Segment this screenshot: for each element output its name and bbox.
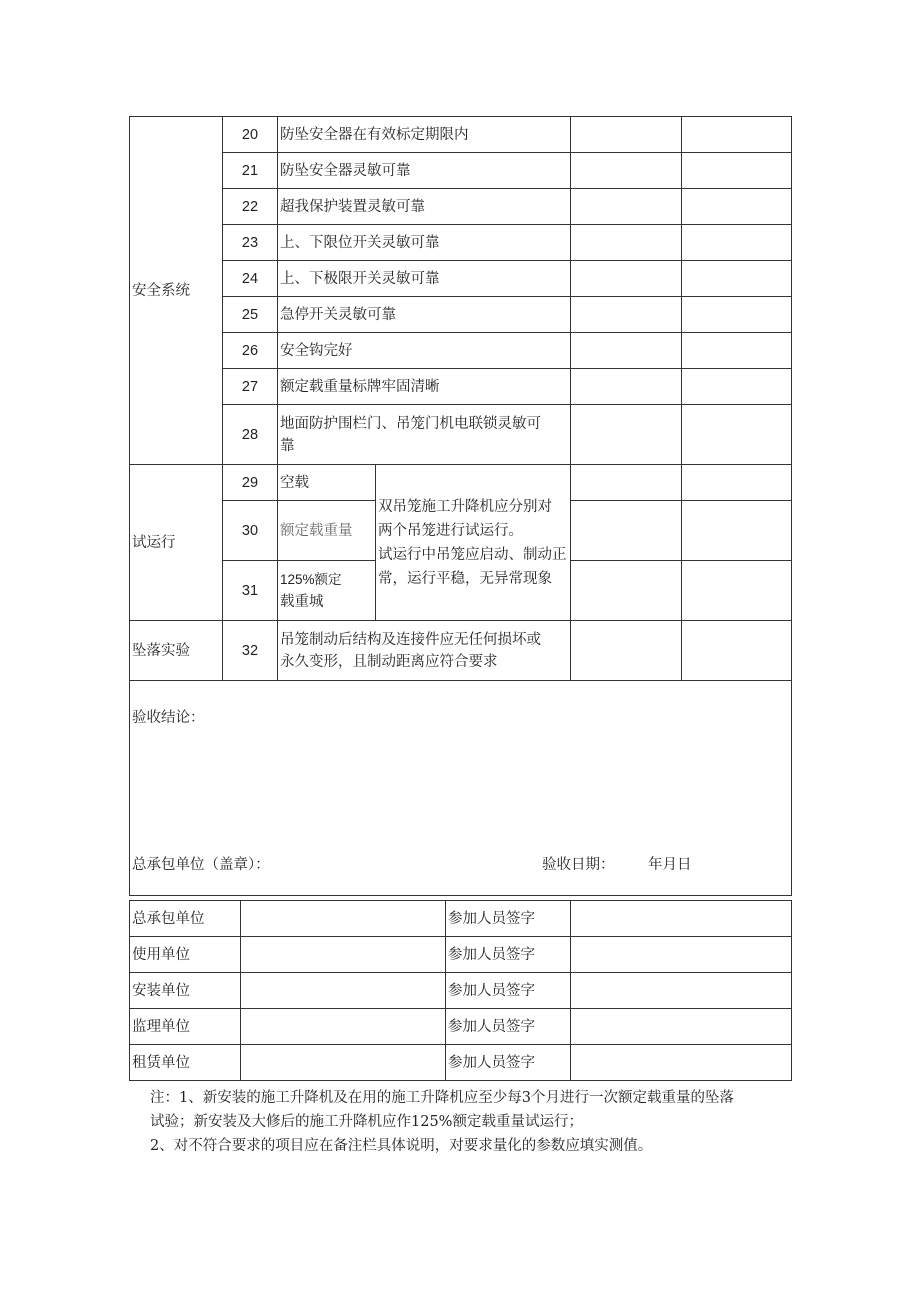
result-cell[interactable] — [571, 621, 682, 681]
table-row — [130, 117, 792, 153]
note-line: 2、对不符合要求的项目应在备注栏具体说明，对要求量化的参数应填实测值。 — [150, 1138, 653, 1154]
result-cell[interactable] — [571, 261, 682, 297]
note-line: 注：1、新安装的施工升降机及在用的施工升降机应至少每3个月进行一次额定载重量的坠落 — [150, 1090, 734, 1106]
signature-input[interactable] — [571, 937, 792, 973]
item-number: 20 — [223, 117, 278, 153]
table-row — [130, 333, 792, 369]
item-number: 29 — [223, 465, 278, 501]
remark-cell[interactable] — [682, 153, 792, 189]
result-cell[interactable] — [571, 297, 682, 333]
result-cell[interactable] — [571, 117, 682, 153]
result-cell[interactable] — [571, 561, 682, 621]
remark-cell[interactable] — [682, 333, 792, 369]
requirement-line: 双吊笼施工升降机应分别对 — [378, 498, 552, 515]
requirement-line: 常，运行平稳，无异常现象 — [378, 570, 552, 587]
result-cell[interactable] — [571, 465, 682, 501]
remark-cell[interactable] — [682, 465, 792, 501]
signature-label: 参加人员签字 — [446, 901, 571, 937]
item-text-line: 永久变形，且制动距离应符合要求 — [280, 653, 498, 670]
item-text-line: 靠 — [280, 437, 295, 454]
requirement-line: 两个吊笼进行试运行。 — [378, 522, 523, 539]
conclusion-cell[interactable] — [130, 681, 792, 896]
table-row — [130, 369, 792, 405]
item-number: 28 — [223, 405, 278, 465]
unit-input[interactable] — [241, 937, 446, 973]
item-number: 27 — [223, 369, 278, 405]
table-row — [130, 261, 792, 297]
remark-cell[interactable] — [682, 117, 792, 153]
item-number: 32 — [223, 621, 278, 681]
item-text: 急停开关灵敏可靠 — [278, 297, 571, 333]
unit-name: 安装单位 — [130, 973, 241, 1009]
item-text: 上、下极限开关灵敏可靠 — [278, 261, 571, 297]
result-cell[interactable] — [571, 405, 682, 465]
note-line: 试验；新安装及大修后的施工升降机应作125%额定载重量试运行； — [150, 1114, 583, 1130]
item-number: 31 — [223, 561, 278, 621]
item-number: 23 — [223, 225, 278, 261]
result-cell[interactable] — [571, 189, 682, 225]
unit-input[interactable] — [241, 901, 446, 937]
remark-cell[interactable] — [682, 621, 792, 681]
conclusion-row — [130, 681, 792, 896]
remark-cell[interactable] — [682, 501, 792, 561]
signature-row — [130, 901, 792, 937]
item-number: 24 — [223, 261, 278, 297]
item-number: 30 — [223, 501, 278, 561]
requirement-line: 试运行中吊笼应启动、制动正 — [378, 546, 567, 563]
unit-input[interactable] — [241, 973, 446, 1009]
date-placeholder: 年月日 — [648, 857, 692, 873]
remark-cell[interactable] — [682, 561, 792, 621]
table-row — [130, 405, 792, 465]
category-drop-test: 坠落实验 — [130, 621, 223, 681]
unit-name: 租赁单位 — [130, 1045, 241, 1081]
signature-row — [130, 1045, 792, 1081]
table-row — [130, 153, 792, 189]
general-contractor-seal-label: 总承包单位（盖章）： — [132, 857, 270, 873]
signature-input[interactable] — [571, 1009, 792, 1045]
signature-input[interactable] — [571, 1045, 792, 1081]
signature-input[interactable] — [571, 901, 792, 937]
signature-row — [130, 937, 792, 973]
table-row — [130, 189, 792, 225]
remark-cell[interactable] — [682, 225, 792, 261]
item-number: 26 — [223, 333, 278, 369]
item-text: 空载 — [278, 465, 376, 501]
item-text — [278, 405, 571, 465]
inspection-table — [129, 116, 792, 896]
remark-cell[interactable] — [682, 189, 792, 225]
signature-label: 参加人员签字 — [446, 1009, 571, 1045]
remark-cell[interactable] — [682, 297, 792, 333]
conclusion-label: 验收结论： — [132, 710, 205, 726]
category-safety-system: 安全系统 — [130, 117, 223, 465]
result-cell[interactable] — [571, 369, 682, 405]
trial-requirement — [376, 465, 571, 621]
table-row — [130, 465, 792, 501]
table-row — [130, 621, 792, 681]
item-text-line: 吊笼制动后结构及连接件应无任何损坏或 — [280, 631, 541, 648]
remark-cell[interactable] — [682, 405, 792, 465]
signature-label: 参加人员签字 — [446, 973, 571, 1009]
unit-name: 监理单位 — [130, 1009, 241, 1045]
result-cell[interactable] — [571, 225, 682, 261]
unit-input[interactable] — [241, 1045, 446, 1081]
footnotes — [150, 1086, 800, 1158]
signature-row — [130, 973, 792, 1009]
item-text: 防坠安全器灵敏可靠 — [278, 153, 571, 189]
item-text: 超我保护装置灵敏可靠 — [278, 189, 571, 225]
item-text-line: 125%额定 — [280, 571, 342, 587]
item-number: 22 — [223, 189, 278, 225]
signature-label: 参加人员签字 — [446, 937, 571, 973]
item-text: 防坠安全器在有效标定期限内 — [278, 117, 571, 153]
category-trial-run: 试运行 — [130, 465, 223, 621]
item-number: 21 — [223, 153, 278, 189]
item-text — [278, 621, 571, 681]
unit-name: 使用单位 — [130, 937, 241, 973]
item-text: 额定载重量标牌牢固清晰 — [278, 369, 571, 405]
remark-cell[interactable] — [682, 369, 792, 405]
acceptance-date-label: 验收日期： — [542, 857, 615, 873]
remark-cell[interactable] — [682, 261, 792, 297]
item-number: 25 — [223, 297, 278, 333]
unit-name: 总承包单位 — [130, 901, 241, 937]
signature-label: 参加人员签字 — [446, 1045, 571, 1081]
item-text-line: 地面防护围栏门、吊笼门机电联锁灵敏可 — [280, 415, 541, 432]
result-cell[interactable] — [571, 501, 682, 561]
result-cell[interactable] — [571, 333, 682, 369]
result-cell[interactable] — [571, 153, 682, 189]
item-text: 额定载重量 — [278, 501, 376, 561]
item-text-line: 载重城 — [280, 593, 324, 610]
item-text: 上、下限位开关灵敏可靠 — [278, 225, 571, 261]
signature-table — [129, 900, 792, 1081]
table-row — [130, 225, 792, 261]
unit-input[interactable] — [241, 1009, 446, 1045]
signature-row — [130, 1009, 792, 1045]
item-text — [278, 561, 376, 621]
signature-input[interactable] — [571, 973, 792, 1009]
table-row — [130, 297, 792, 333]
item-text: 安全钩完好 — [278, 333, 571, 369]
